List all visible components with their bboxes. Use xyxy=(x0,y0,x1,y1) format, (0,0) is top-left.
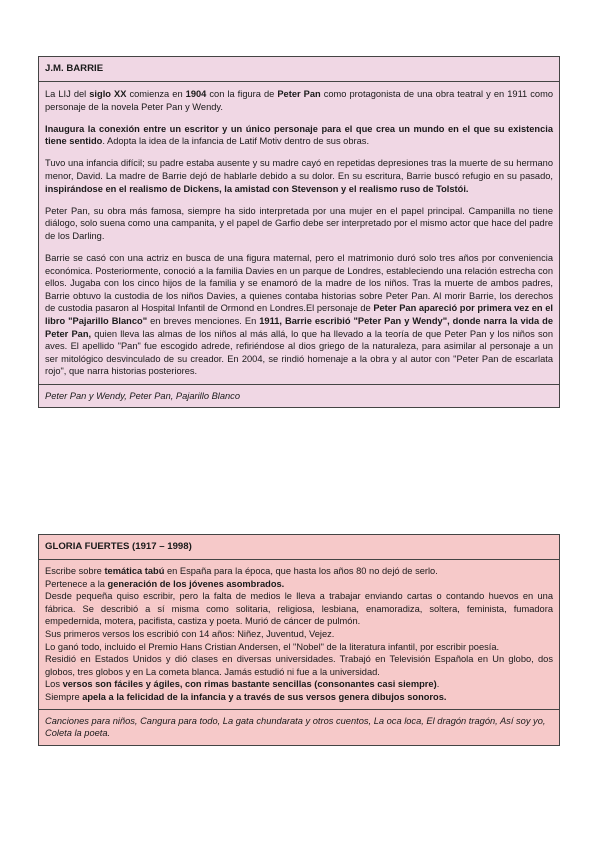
fuertes-card xyxy=(38,534,560,746)
fuertes-title: GLORIA FUERTES (1917 – 1998) xyxy=(39,535,559,560)
fuertes-line-2 xyxy=(45,578,553,591)
bold-run: 1911, Barrie escribió "Peter Pan y Wendy", donde narra la vida de Peter Pan, xyxy=(45,315,554,339)
barrie-title: J.M. BARRIE xyxy=(39,57,559,82)
bold-run: Peter Pan xyxy=(277,89,321,99)
barrie-paragraph-1 xyxy=(45,88,553,113)
fuertes-line-4: Sus primeros versos los escribió con 14 años: Niñez, Juventud, Vejez. xyxy=(45,628,335,639)
barrie-paragraph-5 xyxy=(45,252,553,378)
text-run: . xyxy=(436,679,440,690)
fuertes-line-5: Lo ganó todo, incluido el Premio Hans Cristian Andersen, el "Nobel" de la literatura infantil, por escribir poesía. xyxy=(45,641,500,652)
bold-run: versos son fáciles y ágiles, con rimas bastante sencillas (consonantes casi siempre) xyxy=(62,679,437,690)
text-run: Escribe sobre xyxy=(45,566,105,576)
barrie-paragraph-4: Peter Pan, su obra más famosa, siempre ha sido interpretada por una mujer en el papel principal. Campanilla no tiene diálogo, solo suena como una campanita, y el papel de Garfio debe ser interpretado por el mismo actor que hace del padre de los Darling. xyxy=(45,205,553,241)
fuertes-works: Canciones para niños, Cangura para todo, La gata chundarata y otros cuentos, La oca loca, El dragón tragón, Así soy yo, Coleta la poeta. xyxy=(45,715,546,739)
fuertes-line-6: Residió en Estados Unidos y dió clases en diversas universidades. Trabajó en Televisión Española en Un globo, dos globos, tres globos y en La cometa blanca. Jamás estudió ni fue a la universidad. xyxy=(45,654,553,677)
fuertes-line-7 xyxy=(45,678,553,691)
barrie-paragraph-2 xyxy=(45,123,553,148)
text-run: Siempre xyxy=(45,691,83,702)
bold-run: siglo XX xyxy=(89,89,127,99)
bold-run: inspirándose en el realismo de Dickens, la amistad con Stevenson y el realismo ruso de Tolstói. xyxy=(45,183,469,194)
text-run: Barrie se casó con una actriz en busca de una figura maternal, pero el matrimonio duró solo tres años por conveniencia económica. Posteriormente, conoció a la familia Davies en un parque de Londres, estableciendo una relación estrecha con ellos. Jugaba con los cinco hijos de la familia y se enamoró de la madre de los niños. Tras la muerte de ambos padres, Barrie obtuvo la custodia de los niños Davies, a quienes contaba historias sobre Peter Pan. Al morir Barrie, los derechos de custodia pasaron al Hospital Infantil de Ormond en Londres.El personaje de xyxy=(45,252,553,314)
text-run: Los xyxy=(45,679,63,690)
barrie-body xyxy=(39,82,559,385)
text-run: en España para la época, que hasta los años 80 no dejó de serlo. xyxy=(164,566,438,576)
text-run: con la figura de xyxy=(206,89,278,99)
bold-run: Peter Pan apareció por primera vez en el libro "Pajarillo Blanco" xyxy=(45,303,553,326)
text-run: . Adopta la idea de la infancia de Latif Motiv dentro de sus obras. xyxy=(102,136,370,147)
bold-run: generación de los jóvenes asombrados. xyxy=(107,578,285,589)
barrie-card xyxy=(38,56,560,408)
text-run: en breves menciones. En xyxy=(147,315,260,326)
text-run: Pertenece a la xyxy=(45,578,108,589)
barrie-paragraph-3 xyxy=(45,157,553,195)
fuertes-line-8 xyxy=(45,691,553,704)
text-run: Tuvo una infancia difícil; su padre estaba ausente y su madre cayó en repetidas depresiones tras la muerte de su hermano menor, David. La madre de Barrie dejó de hablarle debido a su dolor. En su escritura, Barrie buscó refugio en su pasado, xyxy=(45,158,553,181)
text-run: comienza en xyxy=(126,89,186,99)
fuertes-line-1 xyxy=(45,565,553,578)
fuertes-body xyxy=(39,560,559,710)
text-run: quien lleva las almas de los niños al más allá, lo que ha llevado a la teoría de que Peter Pan y los niños son aves. El apellido "Pan" fue escogido adrede, refiriéndose al dios griego de la naturaleza, para asimilar al personaje a un ser mitológico desvinculado de su creador. En 2004, se rindió homenaje a la obra y al autor con "Peter Pan de escarlata rojo", que narra historias posteriores. xyxy=(45,328,553,377)
bold-run: Inaugura la conexión entre un escritor y un único personaje para el que crea un mundo en el que su existencia tiene sentido xyxy=(45,123,553,147)
fuertes-line-3: Desde pequeña quiso escribir, pero la falta de medios le lleva a trabajar enviando cartas o contando huevos en una fábrica. Se describió a sí misma como solitaria, religiosa, lesbiana, enamoradiza, soltera, feminista, fumadora empedernida, motera, pacifista, castiza y poeta. Murió de cáncer de pulmón. xyxy=(45,591,553,627)
barrie-works: Peter Pan y Wendy, Peter Pan, Pajarillo Blanco xyxy=(45,390,240,401)
text-run: La LIJ del xyxy=(45,89,90,99)
bold-run: apela a la felicidad de la infancia y a través de sus versos genera dibujos sonoros. xyxy=(82,691,447,702)
bold-run: 1904 xyxy=(185,89,207,99)
text-run: como protagonista de una obra teatral y en 1911 como personaje de la novela Peter Pan y Wendy. xyxy=(45,89,553,112)
bold-run: temática tabú xyxy=(104,566,165,576)
